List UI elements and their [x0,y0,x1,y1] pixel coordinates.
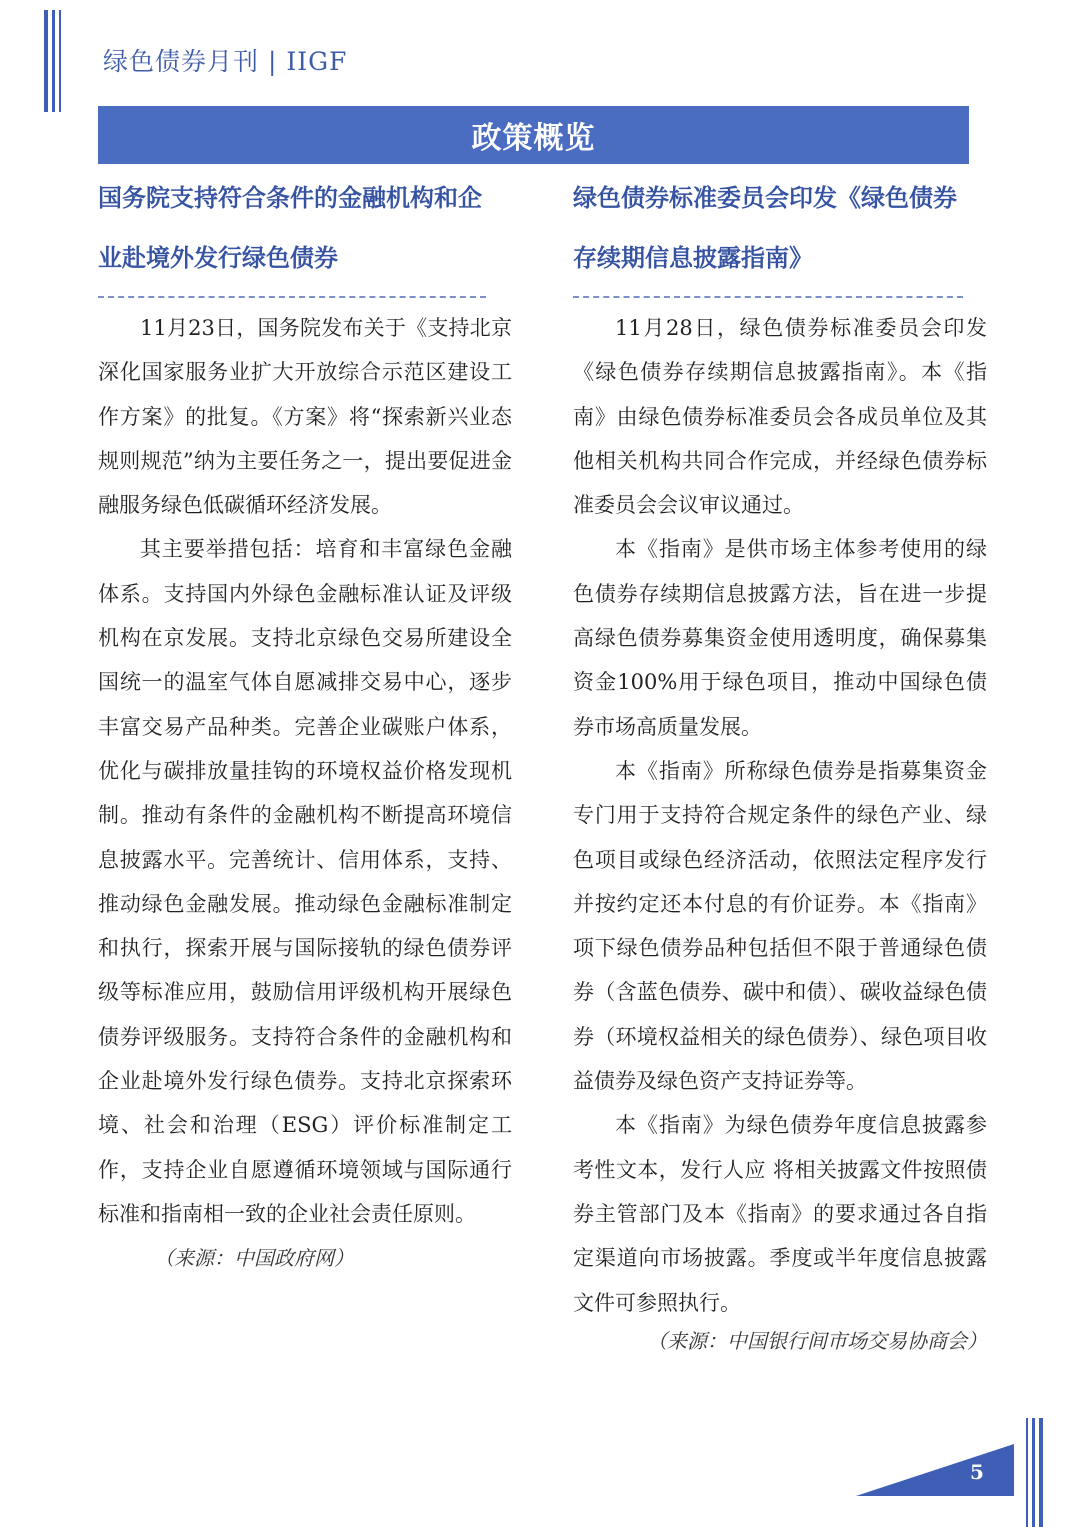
right-article-paragraph: 本《指南》为绿色债券年度信息披露参考性文本，发行人应 将相关披露文件按照债券主管部门及本《指南》的要求通过各自指定渠道向市场披露。季度或半年度信息披露文件可参照执行。 [573,1113,987,1315]
decorative-bottom-bars [1026,1418,1043,1527]
right-article-paragraph: 本《指南》是供市场主体参考使用的绿色债券存续期信息披露方法，旨在进一步提高绿色债券募集资金使用透明度，确保募集资金100%用于绿色项目，推动中国绿色债券市场高质量发展。 [573,537,987,739]
left-article-source: （来源：中国政府网） [154,1246,354,1271]
left-article-body [98,298,512,1280]
right-article [573,168,987,1363]
right-article-paragraph: 本《指南》所称绿色债券是指募集资金专门用于支持符合规定条件的绿色产业、绿色项目或绿色经济活动，依照法定程序发行并按约定还本付息的有价证券。本《指南》项下绿色债券品种包括但不限于普通绿色债券（含蓝色债券、碳中和债）、碳收益绿色债券（环境权益相关的绿色债券）、绿色项目收益债券及绿色资产支持证券等。 [573,758,987,1094]
page-number: 5 [970,1460,984,1484]
decorative-top-bars [44,10,61,112]
journal-title: 绿色债券月刊 | IIGF [103,47,348,76]
right-article-body [573,298,987,1363]
left-article [98,168,512,1280]
left-article-paragraph: 11月23日，国务院发布关于《支持北京深化国家服务业扩大开放综合示范区建设工作方案》的批复。《方案》将“探索新兴业态规则规范”纳为主要任务之一，提出要促进金融服务绿色低碳循环经济发展。 [98,316,512,518]
right-article-source: （来源：中国银行间市场交易协商会） [647,1328,987,1353]
right-article-headline: 绿色债券标准委员会印发《绿色债券存续期信息披露指南》 [573,168,963,298]
left-article-paragraph: 其主要举措包括：培育和丰富绿色金融体系。支持国内外绿色金融标准认证及评级机构在京发展。支持北京绿色交易所建设全国统一的温室气体自愿减排交易中心，逐步丰富交易产品种类。完善企业碳账户体系，优化与碳排放量挂钩的环境权益价格发现机制。推动有条件的金融机构不断提高环境信息披露水平。完善统计、信用体系，支持、推动绿色金融发展。推动绿色金融标准制定和执行，探索开展与国际接轨的绿色债券评级等标准应用，鼓励信用评级机构开展绿色债券评级服务。支持符合条件的金融机构和企业赴境外发行绿色债券。支持北京探索环境、社会和治理（ESG）评价标准制定工作，支持企业自愿遵循环境领域与国际通行标准和指南相一致的企业社会责任原则。 [98,537,512,1226]
section-banner: 政策概览 [98,106,969,164]
left-article-headline: 国务院支持符合条件的金融机构和企业赴境外发行绿色债券 [98,168,486,298]
right-article-paragraph: 11月28日，绿色债券标准委员会印发《绿色债券存续期信息披露指南》。本《指南》由绿色债券标准委员会各成员单位及其他相关机构共同合作完成，并经绿色债券标准委员会会议审议通过。 [573,316,987,518]
